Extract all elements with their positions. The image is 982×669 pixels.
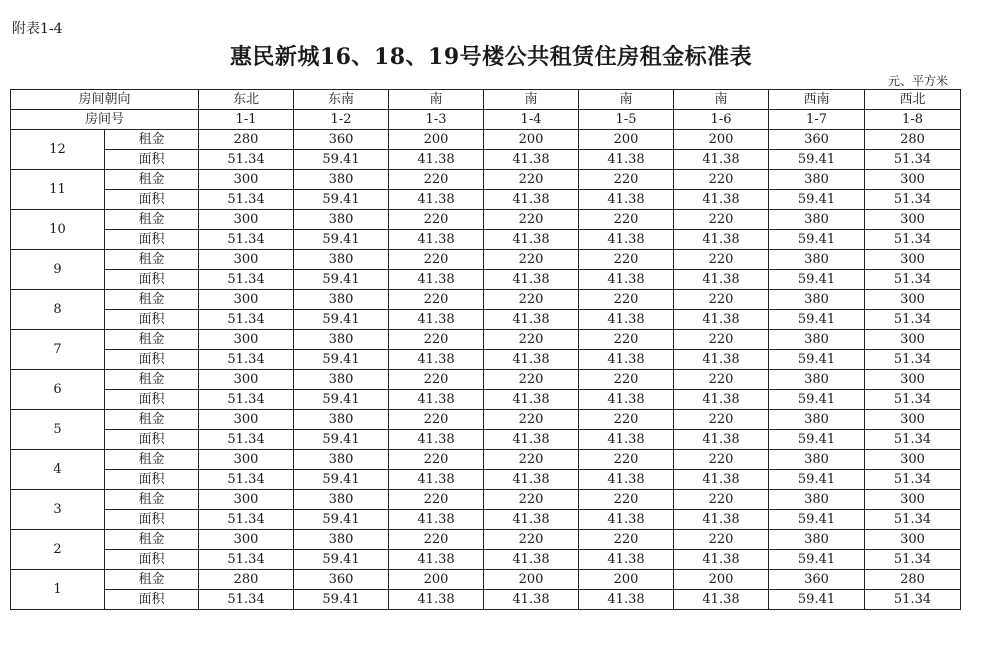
rent-value: 220 (389, 170, 484, 190)
area-value: 41.38 (484, 550, 579, 570)
area-value: 41.38 (674, 430, 769, 450)
rent-value: 200 (484, 130, 579, 150)
rent-value: 220 (484, 210, 579, 230)
rent-value: 300 (199, 490, 294, 510)
rent-value: 300 (865, 290, 961, 310)
area-label: 面积 (105, 390, 199, 410)
rent-value: 380 (769, 330, 865, 350)
area-value: 41.38 (674, 470, 769, 490)
page-title: 惠民新城16、18、19号楼公共租赁住房租金标准表 (229, 44, 753, 70)
rent-value: 220 (579, 370, 674, 390)
area-value: 59.41 (769, 510, 865, 530)
area-value: 59.41 (769, 350, 865, 370)
orientation-cell: 南 (484, 90, 579, 110)
rent-value: 220 (674, 210, 769, 230)
area-value: 41.38 (674, 270, 769, 290)
area-value: 59.41 (769, 270, 865, 290)
area-value: 51.34 (199, 310, 294, 330)
area-value: 41.38 (484, 430, 579, 450)
floor-rent-row (11, 450, 961, 470)
rent-value: 380 (294, 290, 389, 310)
orientation-cell: 东北 (199, 90, 294, 110)
area-value: 51.34 (199, 470, 294, 490)
floor-number: 1 (11, 570, 105, 610)
rent-label: 租金 (105, 330, 199, 350)
area-value: 41.38 (484, 310, 579, 330)
rent-value: 220 (484, 330, 579, 350)
area-value: 59.41 (294, 350, 389, 370)
floor-rent-row (11, 130, 961, 150)
rent-value: 220 (674, 490, 769, 510)
area-value: 41.38 (579, 270, 674, 290)
area-value: 41.38 (484, 150, 579, 170)
rent-value: 220 (674, 370, 769, 390)
floor-rent-row (11, 530, 961, 550)
floor-area-row (11, 390, 961, 410)
rent-value: 380 (294, 490, 389, 510)
rent-value: 220 (389, 410, 484, 430)
area-value: 41.38 (579, 550, 674, 570)
rent-value: 300 (199, 410, 294, 430)
area-value: 41.38 (389, 230, 484, 250)
orientation-cell: 南 (389, 90, 484, 110)
rent-value: 220 (579, 250, 674, 270)
rent-value: 220 (579, 410, 674, 430)
area-value: 59.41 (294, 190, 389, 210)
rent-value: 380 (769, 490, 865, 510)
area-value: 59.41 (294, 230, 389, 250)
floor-number: 9 (11, 250, 105, 290)
area-value: 59.41 (294, 390, 389, 410)
area-label: 面积 (105, 230, 199, 250)
area-value: 59.41 (294, 590, 389, 610)
area-value: 59.41 (294, 150, 389, 170)
rent-value: 220 (484, 290, 579, 310)
floor-number: 11 (11, 170, 105, 210)
rent-value: 220 (484, 450, 579, 470)
floor-number: 3 (11, 490, 105, 530)
area-value: 41.38 (674, 590, 769, 610)
rent-value: 220 (579, 290, 674, 310)
rent-value: 220 (484, 370, 579, 390)
area-value: 41.38 (674, 550, 769, 570)
area-label: 面积 (105, 270, 199, 290)
area-label: 面积 (105, 550, 199, 570)
rent-value: 300 (865, 250, 961, 270)
area-value: 51.34 (865, 310, 961, 330)
rent-value: 220 (389, 330, 484, 350)
area-value: 51.34 (865, 350, 961, 370)
floor-rent-row (11, 570, 961, 590)
rent-value: 300 (865, 490, 961, 510)
area-value: 59.41 (769, 430, 865, 450)
floor-area-row (11, 550, 961, 570)
rent-label: 租金 (105, 570, 199, 590)
area-value: 51.34 (199, 230, 294, 250)
area-value: 41.38 (579, 230, 674, 250)
rent-value: 220 (389, 450, 484, 470)
area-value: 41.38 (389, 310, 484, 330)
area-value: 41.38 (579, 510, 674, 530)
rent-value: 280 (199, 570, 294, 590)
area-value: 51.34 (199, 550, 294, 570)
rent-value: 220 (579, 330, 674, 350)
area-value: 41.38 (389, 390, 484, 410)
room-number-cell: 1-3 (389, 110, 484, 130)
area-value: 51.34 (865, 390, 961, 410)
area-value: 59.41 (769, 150, 865, 170)
room-number-cell: 1-8 (865, 110, 961, 130)
floor-area-row (11, 470, 961, 490)
rent-label: 租金 (105, 530, 199, 550)
area-label: 面积 (105, 310, 199, 330)
area-label: 面积 (105, 470, 199, 490)
area-value: 41.38 (579, 430, 674, 450)
rent-label: 租金 (105, 170, 199, 190)
area-value: 41.38 (484, 470, 579, 490)
rent-value: 220 (674, 170, 769, 190)
area-value: 51.34 (865, 230, 961, 250)
area-value: 59.41 (294, 270, 389, 290)
area-value: 59.41 (294, 310, 389, 330)
appendix-label: 附表1-4 (12, 21, 63, 37)
rent-value: 380 (294, 410, 389, 430)
area-value: 41.38 (389, 430, 484, 450)
floor-rent-row (11, 250, 961, 270)
floor-area-row (11, 510, 961, 530)
area-label: 面积 (105, 510, 199, 530)
rent-value: 380 (294, 210, 389, 230)
rent-value: 300 (199, 330, 294, 350)
rent-value: 380 (294, 330, 389, 350)
rent-label: 租金 (105, 490, 199, 510)
rent-value: 380 (769, 170, 865, 190)
floor-number: 5 (11, 410, 105, 450)
room-number-row (11, 110, 961, 130)
rent-value: 380 (294, 530, 389, 550)
room-number-cell: 1-7 (769, 110, 865, 130)
area-value: 51.34 (865, 190, 961, 210)
area-value: 41.38 (674, 230, 769, 250)
area-value: 41.38 (674, 310, 769, 330)
area-value: 59.41 (769, 230, 865, 250)
area-label: 面积 (105, 590, 199, 610)
rent-value: 380 (294, 170, 389, 190)
area-label: 面积 (105, 190, 199, 210)
rent-table (10, 89, 961, 610)
rent-value: 300 (865, 530, 961, 550)
orientation-cell: 西北 (865, 90, 961, 110)
area-value: 59.41 (294, 470, 389, 490)
area-value: 41.38 (389, 350, 484, 370)
rent-value: 300 (199, 170, 294, 190)
area-value: 51.34 (865, 270, 961, 290)
rent-value: 200 (674, 570, 769, 590)
area-value: 41.38 (579, 390, 674, 410)
area-value: 59.41 (294, 510, 389, 530)
rent-value: 200 (579, 570, 674, 590)
floor-area-row (11, 430, 961, 450)
orientation-cell: 南 (674, 90, 769, 110)
area-value: 41.38 (674, 350, 769, 370)
area-value: 41.38 (674, 510, 769, 530)
rent-value: 200 (579, 130, 674, 150)
area-value: 51.34 (865, 430, 961, 450)
rent-value: 220 (484, 530, 579, 550)
area-value: 59.41 (769, 310, 865, 330)
floor-area-row (11, 230, 961, 250)
area-value: 51.34 (865, 510, 961, 530)
rent-value: 220 (674, 450, 769, 470)
area-value: 51.34 (199, 510, 294, 530)
floor-number: 8 (11, 290, 105, 330)
rent-value: 380 (769, 450, 865, 470)
area-value: 51.34 (199, 270, 294, 290)
rent-value: 300 (865, 370, 961, 390)
rent-value: 300 (865, 210, 961, 230)
area-value: 41.38 (484, 190, 579, 210)
rent-value: 360 (769, 570, 865, 590)
area-value: 59.41 (769, 390, 865, 410)
floor-rent-row (11, 370, 961, 390)
area-value: 59.41 (769, 470, 865, 490)
area-value: 41.38 (389, 590, 484, 610)
rent-value: 220 (579, 450, 674, 470)
area-value: 41.38 (579, 590, 674, 610)
floor-area-row (11, 190, 961, 210)
area-value: 41.38 (484, 270, 579, 290)
area-value: 41.38 (579, 470, 674, 490)
rent-value: 300 (199, 290, 294, 310)
floor-number: 12 (11, 130, 105, 170)
rent-label: 租金 (105, 410, 199, 430)
area-value: 51.34 (199, 150, 294, 170)
floor-rent-row (11, 290, 961, 310)
room-number-cell: 1-2 (294, 110, 389, 130)
floor-number: 10 (11, 210, 105, 250)
rent-value: 360 (294, 130, 389, 150)
area-value: 41.38 (484, 590, 579, 610)
area-value: 41.38 (484, 510, 579, 530)
floor-rent-row (11, 170, 961, 190)
area-value: 51.34 (199, 350, 294, 370)
area-value: 41.38 (674, 150, 769, 170)
area-value: 41.38 (579, 150, 674, 170)
area-value: 51.34 (865, 470, 961, 490)
rent-value: 380 (294, 450, 389, 470)
rent-value: 220 (484, 170, 579, 190)
rent-value: 220 (389, 250, 484, 270)
rent-label: 租金 (105, 450, 199, 470)
area-value: 41.38 (389, 150, 484, 170)
area-value: 41.38 (674, 190, 769, 210)
rent-value: 360 (294, 570, 389, 590)
room-number-header: 房间号 (11, 110, 199, 130)
orientation-cell: 南 (579, 90, 674, 110)
area-value: 41.38 (389, 510, 484, 530)
area-value: 41.38 (484, 230, 579, 250)
area-label: 面积 (105, 430, 199, 450)
rent-label: 租金 (105, 290, 199, 310)
area-value: 51.34 (199, 190, 294, 210)
rent-value: 220 (579, 530, 674, 550)
room-number-cell: 1-1 (199, 110, 294, 130)
unit-note: 元、平方米 (887, 74, 948, 88)
area-value: 41.38 (389, 470, 484, 490)
room-number-cell: 1-5 (579, 110, 674, 130)
rent-value: 360 (769, 130, 865, 150)
rent-value: 220 (674, 330, 769, 350)
rent-value: 300 (199, 370, 294, 390)
floor-rent-row (11, 210, 961, 230)
rent-value: 200 (389, 570, 484, 590)
rent-value: 380 (294, 250, 389, 270)
rent-value: 220 (579, 210, 674, 230)
rent-value: 200 (389, 130, 484, 150)
rent-value: 300 (199, 250, 294, 270)
rent-value: 300 (199, 210, 294, 230)
rent-value: 300 (199, 530, 294, 550)
rent-value: 220 (389, 490, 484, 510)
floor-rent-row (11, 490, 961, 510)
rent-value: 380 (769, 410, 865, 430)
rent-label: 租金 (105, 370, 199, 390)
area-value: 41.38 (484, 390, 579, 410)
rent-value: 220 (389, 210, 484, 230)
rent-value: 380 (769, 250, 865, 270)
rent-value: 220 (579, 170, 674, 190)
floor-number: 4 (11, 450, 105, 490)
rent-value: 220 (484, 410, 579, 430)
rent-value: 300 (199, 450, 294, 470)
area-value: 59.41 (769, 190, 865, 210)
area-value: 59.41 (294, 550, 389, 570)
rent-value: 300 (865, 410, 961, 430)
area-value: 51.34 (865, 590, 961, 610)
rent-value: 220 (674, 250, 769, 270)
area-value: 41.38 (579, 350, 674, 370)
area-value: 59.41 (769, 590, 865, 610)
rent-label: 租金 (105, 250, 199, 270)
rent-value: 300 (865, 170, 961, 190)
rent-value: 300 (865, 330, 961, 350)
rent-value: 280 (865, 570, 961, 590)
room-number-cell: 1-4 (484, 110, 579, 130)
room-number-cell: 1-6 (674, 110, 769, 130)
rent-value: 220 (674, 530, 769, 550)
floor-number: 7 (11, 330, 105, 370)
area-value: 41.38 (674, 390, 769, 410)
rent-value: 220 (674, 410, 769, 430)
rent-value: 380 (294, 370, 389, 390)
rent-value: 220 (579, 490, 674, 510)
floor-area-row (11, 590, 961, 610)
area-value: 59.41 (769, 550, 865, 570)
rent-table-body (11, 90, 961, 610)
rent-value: 220 (389, 370, 484, 390)
floor-area-row (11, 150, 961, 170)
rent-value: 220 (389, 530, 484, 550)
area-value: 41.38 (579, 190, 674, 210)
rent-value: 220 (389, 290, 484, 310)
orientation-cell: 东南 (294, 90, 389, 110)
area-value: 41.38 (579, 310, 674, 330)
floor-rent-row (11, 330, 961, 350)
floor-area-row (11, 310, 961, 330)
orientation-cell: 西南 (769, 90, 865, 110)
area-value: 41.38 (389, 190, 484, 210)
rent-label: 租金 (105, 130, 199, 150)
floor-number: 6 (11, 370, 105, 410)
area-value: 51.34 (199, 590, 294, 610)
floor-number: 2 (11, 530, 105, 570)
floor-area-row (11, 350, 961, 370)
area-value: 41.38 (484, 350, 579, 370)
rent-value: 380 (769, 370, 865, 390)
rent-value: 200 (484, 570, 579, 590)
area-value: 59.41 (294, 430, 389, 450)
area-value: 41.38 (389, 550, 484, 570)
area-value: 51.34 (865, 150, 961, 170)
area-value: 41.38 (389, 270, 484, 290)
floor-rent-row (11, 410, 961, 430)
orientation-header: 房间朝向 (11, 90, 199, 110)
rent-value: 280 (199, 130, 294, 150)
floor-area-row (11, 270, 961, 290)
area-label: 面积 (105, 350, 199, 370)
rent-value: 280 (865, 130, 961, 150)
area-value: 51.34 (199, 390, 294, 410)
rent-value: 380 (769, 210, 865, 230)
rent-value: 380 (769, 530, 865, 550)
area-label: 面积 (105, 150, 199, 170)
area-value: 51.34 (865, 550, 961, 570)
rent-value: 220 (484, 250, 579, 270)
rent-value: 200 (674, 130, 769, 150)
orientation-row (11, 90, 961, 110)
rent-label: 租金 (105, 210, 199, 230)
rent-value: 300 (865, 450, 961, 470)
rent-value: 220 (674, 290, 769, 310)
area-value: 51.34 (199, 430, 294, 450)
rent-value: 380 (769, 290, 865, 310)
rent-value: 220 (484, 490, 579, 510)
